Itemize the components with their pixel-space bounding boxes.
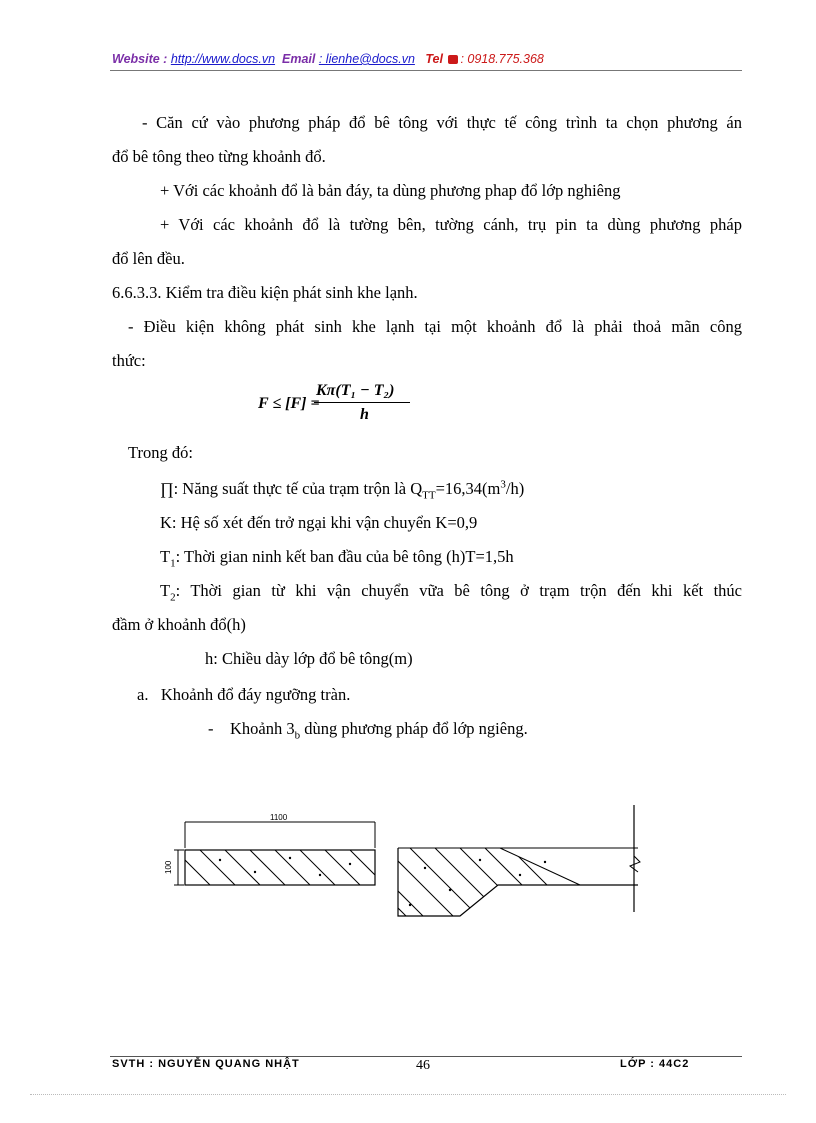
symbol: T — [160, 581, 171, 600]
footer-divider — [110, 1056, 742, 1057]
formula-denominator: h — [360, 406, 369, 423]
definition-productivity — [160, 478, 524, 500]
tel-number: : 0918.775.368 — [460, 52, 544, 66]
definition-text: /h) — [505, 479, 525, 498]
website-label: Website : — [112, 52, 168, 66]
superscript: 3 — [500, 478, 506, 491]
definition-text: : Thời gian ninh kết ban đầu của bê tông (h)T=1,5h — [175, 547, 514, 566]
paragraph-4-line-1: - Điều kiện không phát sinh khe lạnh tại một khoảnh đổ là phải thoả mãn công — [128, 317, 742, 336]
fraction-bar — [314, 402, 410, 403]
definition-t2-line-1 — [160, 580, 742, 602]
email-link[interactable]: : lienhe@docs.vn — [318, 52, 415, 66]
page-header — [112, 52, 742, 66]
paragraph-3-line-2: đổ lên đều. — [112, 249, 185, 268]
symbol: T — [160, 547, 171, 566]
dimension-width — [185, 813, 375, 848]
bullet-marker: - — [208, 719, 214, 738]
paragraph-4-line-2: thức: — [112, 351, 146, 370]
definition-text: : Thời gian từ khi vận chuyển vữa bê tông ở trạm trộn đến khi kết thúc — [175, 581, 742, 600]
where-label: Trong đó: — [128, 443, 193, 462]
header-divider — [110, 70, 742, 71]
paragraph-1-line-2: đổ bê tông theo từng khoảnh đổ. — [112, 147, 326, 166]
dimension-width-label: 1100 — [270, 813, 288, 822]
formula-lhs: F ≤ [F] = — [258, 395, 320, 412]
definition-text: : Năng suất thực tế của trạm trộn là Q — [173, 479, 423, 498]
subscript: TT — [422, 489, 436, 502]
list-item-text: Khoảnh đổ đáy ngưỡng tràn. — [160, 685, 351, 704]
pi-symbol: ∏ — [160, 479, 174, 498]
section-heading: 6.6.3.3. Kiểm tra điều kiện phát sinh khe lạnh. — [112, 283, 418, 302]
formula-numerator: Kπ(T₁ − T₂) — [316, 382, 395, 399]
subscript: 2 — [170, 591, 176, 604]
phone-icon — [448, 55, 458, 64]
definition-text: =16,34(m — [435, 479, 501, 498]
subscript: 1 — [170, 557, 176, 570]
website-link[interactable]: http://www.docs.vn — [170, 52, 276, 66]
subscript: b — [294, 729, 301, 742]
definition-t2-line-2: đầm ở khoảnh đổ(h) — [112, 615, 246, 634]
bullet-item — [208, 718, 528, 740]
slab-section-left — [175, 850, 385, 885]
tel-label: Tel — [425, 52, 443, 66]
footer-class: LỚP : 44C2 — [620, 1058, 690, 1070]
list-item-a — [137, 684, 350, 706]
page-number: 46 — [416, 1058, 430, 1073]
cold-joint-formula — [258, 382, 428, 426]
bullet-text: dùng phương pháp đổ lớp ngiêng. — [300, 719, 528, 738]
paragraph-2: + Với các khoảnh đổ là bản đáy, ta dùng phương phap đổ lớp nghiêng — [160, 181, 621, 200]
footer-student: SVTH : NGUYỄN QUANG NHẬT — [112, 1058, 300, 1070]
list-marker: a. — [137, 685, 149, 704]
page-bottom-border — [30, 1094, 786, 1095]
definition-k: K: Hệ số xét đến trở ngại khi vận chuyển K=0,9 — [160, 513, 478, 532]
dimension-height-label: 100 — [164, 860, 173, 874]
definition-t1 — [160, 546, 514, 568]
definition-h: h: Chiều dày lớp đổ bê tông(m) — [205, 649, 413, 668]
paragraph-1-line-1: - Căn cứ vào phương pháp đổ bê tông với thực tế công trình ta chọn phương án — [142, 113, 742, 132]
slab-section-right — [375, 805, 640, 916]
pour-section-diagram — [160, 800, 660, 925]
bullet-text: Khoảnh 3 — [230, 719, 295, 738]
dimension-height — [164, 850, 184, 885]
email-label: Email — [282, 52, 316, 66]
paragraph-3-line-1: + Với các khoảnh đổ là tường bên, tường cánh, trụ pin ta dùng phương pháp — [160, 215, 742, 234]
